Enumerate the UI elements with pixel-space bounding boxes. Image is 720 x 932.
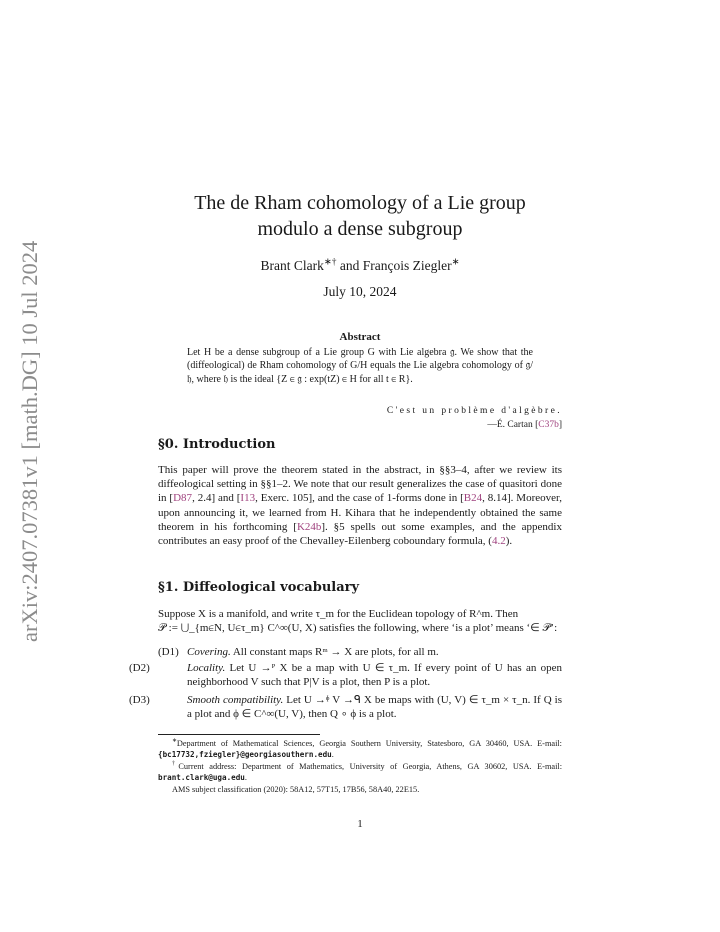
item-label: (D1)	[158, 646, 179, 658]
list-item-d3	[129, 693, 562, 721]
footnote-text: Department of Mathematical Sciences, Georgia Southern University, Statesboro, GA 30460, USA. E-mail:	[176, 739, 562, 748]
section-heading-introduction: §0. Introduction	[158, 437, 276, 452]
abstract-text: Let H be a dense subgroup of a Lie group G with Lie algebra 𝔤. We show that the (diffeological) de Rham cohomology of G/H equals the Lie algebra cohomology of 𝔤/𝔥, where 𝔥 is the ideal {Z ∈ 𝔤 : exp(tZ) ∈ H for all t ∈ R}.	[187, 347, 533, 385]
author-2: François Ziegler	[362, 258, 452, 273]
epigraph-attribution	[300, 418, 562, 432]
title-line-1: The de Rham cohomology of a Lie group	[194, 192, 526, 214]
section1-intro-line-1: Suppose X is a manifold, and write τ_m for the Euclidean topology of R^m. Then	[158, 608, 519, 620]
text-run: , Exerc. 105], and the case of 1-forms done in [	[255, 492, 464, 505]
epigraph	[300, 404, 562, 432]
item-label: (D2)	[129, 662, 150, 674]
text-run: , 8.14]. Moreover, upon announcing it, we learned from H. Kihara that he independently obtained the same theorem in his forthcoming [	[158, 492, 562, 533]
item-name: Smooth compatibility.	[187, 694, 284, 706]
equation-ref-link[interactable]: 4.2	[491, 535, 506, 548]
footnote-mark: ∗	[172, 738, 177, 745]
item-name: Locality.	[187, 662, 226, 674]
page-number: 1	[357, 818, 363, 830]
section1-intro-line-2: 𝒫 := ⋃_{m∈N, U∈τ_m} C^∞(U, X) satisfies the following, where ‘is a plot’ means ‘∈ 𝒫’:	[158, 622, 558, 635]
footnote-end: .	[331, 750, 334, 760]
author-conjunction: and	[336, 258, 363, 273]
footnote-affiliation	[158, 738, 562, 760]
item-text: Let U →ᴾ X be a map with U ∈ τ_m. If every point of U has an open neighborhood V such that P|V is a plot, then P is a plot.	[187, 662, 562, 689]
citation-link[interactable]: K24b	[296, 520, 322, 533]
footnote-mark: †	[172, 761, 179, 768]
item-text: All constant maps Rᵐ → X are plots, for all m.	[230, 646, 439, 658]
attribution-text: —É. Cartan [	[487, 420, 539, 430]
email-link[interactable]: {bc17732,fziegler}@georgiasouthern.edu	[158, 750, 332, 760]
citation-link[interactable]: C37b	[538, 420, 559, 430]
introduction-paragraph	[158, 463, 562, 548]
item-name: Covering.	[187, 646, 231, 658]
item-text: Let U →ᶲ V →ᑫ X be maps with (U, V) ∈ τ_m × τ_n. If Q is a plot and ϕ ∈ C^∞(U, V), then Q ∘ ϕ is a plot.	[187, 694, 562, 721]
footnote-end: .	[244, 773, 247, 783]
paper-date: July 10, 2024	[323, 284, 397, 299]
epigraph-quote: C'est un problème d'algèbre.	[386, 406, 562, 416]
author-1-marks: ∗†	[323, 257, 337, 268]
abstract-heading: Abstract	[339, 331, 381, 343]
citation-link[interactable]: D87	[173, 492, 193, 505]
text-run: This paper will prove the theorem stated in the abstract, in §§3–4, after we review its diffeological setting in §§1–2. We note that our result generalizes the case of quasitori done in [	[158, 464, 562, 505]
author-list	[160, 258, 560, 274]
text-run: ]. §5 spells out some examples, and the appendix contributes an easy proof of the Chevalley-Eilenberg coboundary formula, (	[158, 520, 562, 548]
email-link[interactable]: brant.clark@uga.edu	[158, 773, 245, 783]
list-item-d1	[158, 645, 562, 659]
paper-title	[160, 190, 560, 242]
text-run: ).	[505, 535, 513, 548]
section1-intro	[158, 607, 562, 635]
ams-classification: AMS subject classification (2020): 58A12, 57T15, 17B56, 58A40, 22E15.	[172, 785, 420, 794]
footnote-rule	[158, 734, 320, 735]
text-run: , 2.4] and [	[192, 492, 241, 505]
list-item-d2	[129, 661, 562, 689]
author-2-marks: ∗	[451, 257, 460, 268]
item-label: (D3)	[129, 694, 150, 706]
arxiv-identifier: arXiv:2407.07381v1 [math.DG] 10 Jul 2024	[17, 240, 42, 642]
section-heading-diffeological-vocabulary: §1. Diffeological vocabulary	[158, 580, 360, 595]
footnote-current-address	[158, 761, 562, 783]
citation-link[interactable]: B24	[463, 492, 483, 505]
footnote-text: Current address: Department of Mathematics, University of Georgia, Athens, GA 30602, USA. E-mail:	[178, 762, 562, 771]
attribution-close: ]	[558, 420, 562, 430]
title-line-2: modulo a dense subgroup	[257, 218, 463, 240]
author-1: Brant Clark	[260, 258, 324, 273]
citation-link[interactable]: I13	[240, 492, 256, 505]
